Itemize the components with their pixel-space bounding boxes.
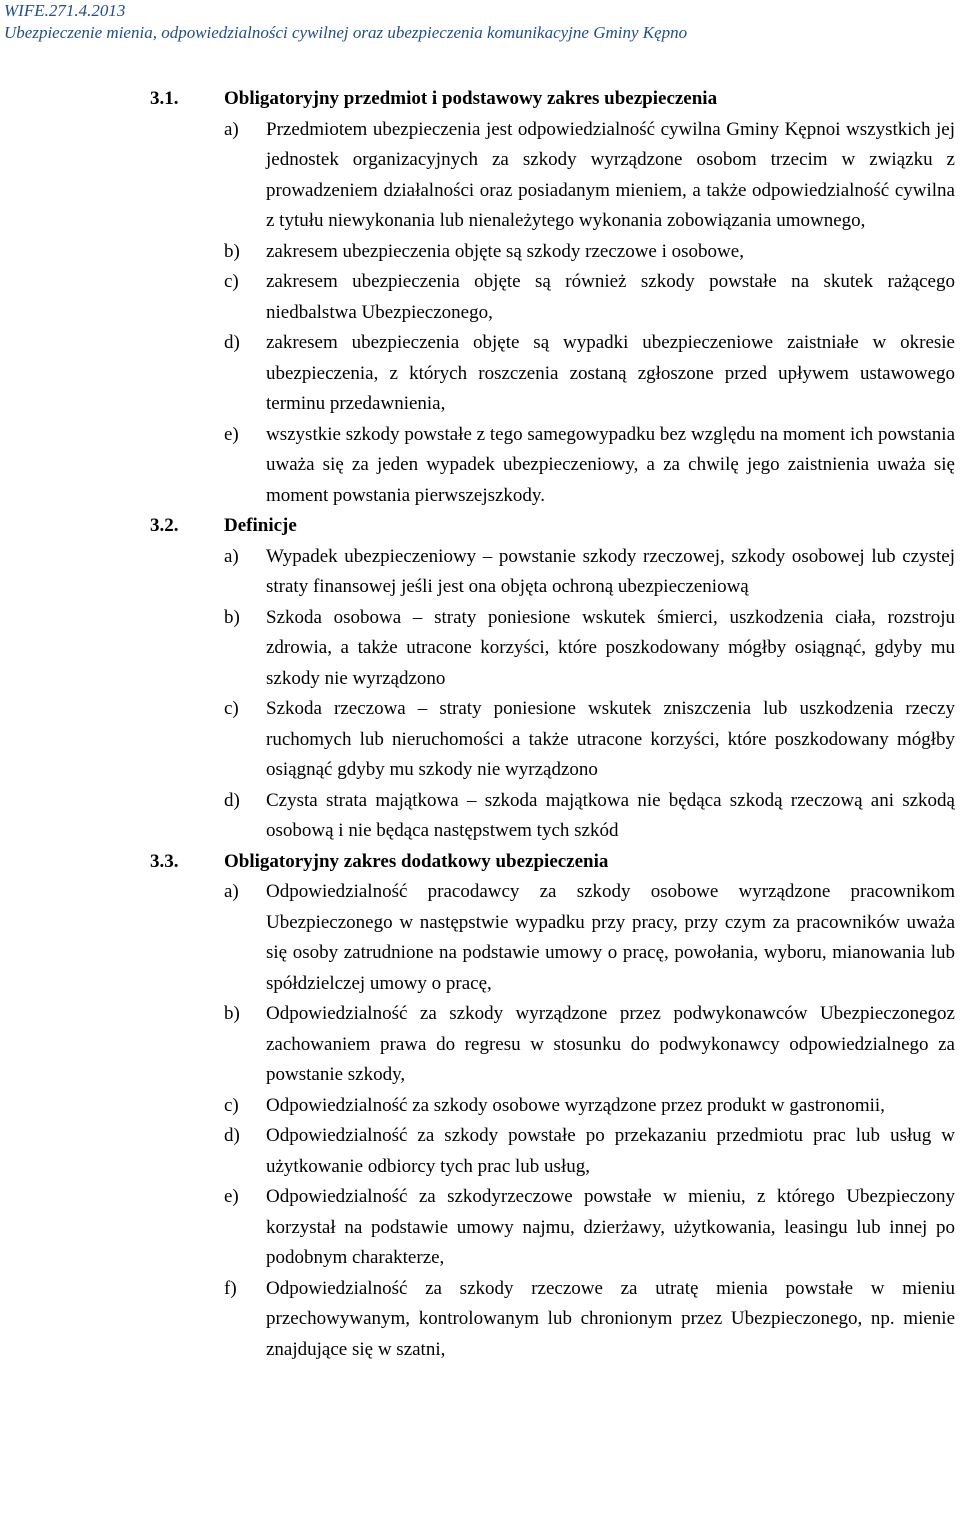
item-text: Przedmiotem ubezpieczenia jest odpowiedzialność cywilna Gminy Kępnoi wszystkich jej jednostek organizacyjnych za szkody wyrządzone osobom trzecim w związku z prowadzeniem działalności oraz posiadanym mieniem, a także odpowiedzialność cywilna z tytułu niewykonania lub nienależytego wykonania zobowiązania umownego, — [266, 118, 955, 231]
item-label: b) — [224, 240, 240, 262]
item-text: Szkoda osobowa – straty poniesione wskutek śmierci, uszkodzenia ciała, rozstroju zdrowia, a także utracone korzyści, które poszkodowany mógłby osiągnąć, gdyby mu szkody nie wyrządzono — [266, 606, 955, 689]
list-item — [224, 542, 955, 603]
item-label: b) — [224, 606, 240, 628]
section-title: Obligatoryjny przedmiot i podstawowy zakres ubezpieczenia — [224, 88, 718, 109]
item-text: Odpowiedzialność za szkody osobowe wyrządzone przez produkt w gastronomii, — [266, 1094, 885, 1116]
item-text: Odpowiedzialność za szkodyrzeczowe powstałe w mieniu, z którego Ubezpieczony korzystał na podstawie umowy najmu, dzierżawy, użytkowania, leasingu lub innej po podobnym charakterze, — [266, 1186, 955, 1268]
item-label: c) — [224, 271, 239, 292]
list-item — [224, 603, 955, 695]
section-title: Definicje — [224, 515, 297, 536]
item-label: a) — [224, 881, 239, 902]
item-text: zakresem ubezpieczenia objęte są szkody rzeczowe i osobowe, — [266, 240, 744, 262]
item-text: wszystkie szkody powstałe z tego samegowypadku bez względu na moment ich powstania uważa się za jeden wypadek ubezpieczeniowy, a za chwilę jego zaistnienia uważa się moment powstania pierwszejszkody. — [266, 423, 955, 506]
list-item — [224, 1121, 955, 1182]
item-label: c) — [224, 698, 239, 719]
document-reference: WIFE.271.4.2013 — [4, 1, 126, 20]
list-item — [224, 328, 955, 420]
document-body — [0, 84, 960, 1365]
list-item — [224, 115, 955, 237]
section-number: 3.2. — [150, 515, 179, 536]
list-item — [224, 237, 955, 268]
section-number: 3.3. — [150, 850, 179, 872]
item-text: Odpowiedzialność za szkody powstałe po przekazaniu przedmiotu prac lub usług w użytkowanie odbiorcy tych prac lub usług, — [266, 1125, 955, 1177]
list-item — [224, 999, 955, 1091]
list-item — [224, 1274, 955, 1366]
item-label: d) — [224, 332, 240, 353]
item-label: a) — [224, 118, 239, 140]
section-items — [0, 115, 960, 512]
item-text: zakresem ubezpieczenia objęte są również szkody powstałe na skutek rażącego niedbalstwa Ubezpieczonego, — [266, 271, 955, 323]
section-3-1 — [0, 84, 960, 511]
list-item — [224, 1182, 955, 1274]
section-3-3 — [0, 847, 960, 1366]
list-item — [224, 786, 955, 847]
section-items — [0, 542, 960, 847]
item-label: a) — [224, 545, 239, 567]
list-item — [224, 694, 955, 786]
list-item — [224, 420, 955, 512]
item-label: e) — [224, 1186, 239, 1207]
item-text: Wypadek ubezpieczeniowy – powstanie szkody rzeczowej, szkody osobowej lub czystej straty finansowej jeśli jest ona objęta ochroną ubezpieczeniową — [266, 545, 955, 597]
item-label: e) — [224, 423, 239, 445]
section-3-2 — [0, 511, 960, 847]
item-text: Czysta strata majątkowa – szkoda majątkowa nie będąca szkodą rzeczową ani szkodą osobową i nie będąca następstwem tych szkód — [266, 789, 955, 841]
page-header — [4, 0, 687, 44]
item-label: b) — [224, 1003, 240, 1024]
item-text: Odpowiedzialność pracodawcy za szkody osobowe wyrządzone pracownikom Ubezpieczonego w następstwie wypadku przy pracy, przy czym za pracowników uważa się osoby zatrudnione na podstawie umowy o pracę, powołania, wyboru, mianowania lub spółdzielczej umowy o pracę, — [266, 881, 955, 994]
section-number: 3.1. — [150, 88, 179, 109]
item-label: f) — [224, 1277, 237, 1299]
section-items — [0, 877, 960, 1365]
section-title: Obligatoryjny zakres dodatkowy ubezpieczenia — [224, 850, 609, 872]
item-text: zakresem ubezpieczenia objęte są wypadki ubezpieczeniowe zaistniałe w okresie ubezpieczenia, z których roszczenia zostaną zgłoszone przed upływem ustawowego terminu przedawnienia, — [266, 332, 955, 414]
item-label: d) — [224, 789, 240, 811]
document-subtitle: Ubezpieczenie mienia, odpowiedzialności cywilnej oraz ubezpieczenia komunikacyjne Gminy Kępno — [4, 23, 688, 42]
item-text: Odpowiedzialność za szkody wyrządzone przez podwykonawców Ubezpieczonegoz zachowaniem prawa do regresu w stosunku do podwykonawcy odpowiedzialnego za powstanie szkody, — [266, 1003, 955, 1085]
item-label: c) — [224, 1094, 239, 1116]
list-item — [224, 1091, 955, 1122]
item-label: d) — [224, 1125, 240, 1146]
list-item — [224, 267, 955, 328]
item-text: Odpowiedzialność za szkody rzeczowe za utratę mienia powstałe w mieniu przechowywanym, kontrolowanym lub chronionym przez Ubezpieczonego, np. mienie znajdujące się w szatni, — [266, 1277, 955, 1360]
list-item — [224, 877, 955, 999]
item-text: Szkoda rzeczowa – straty poniesione wskutek zniszczenia lub uszkodzenia rzeczy ruchomych lub nieruchomości a także utracone korzyści, które poszkodowany mógłby osiągnąć gdyby mu szkody nie wyrządzono — [266, 698, 955, 780]
